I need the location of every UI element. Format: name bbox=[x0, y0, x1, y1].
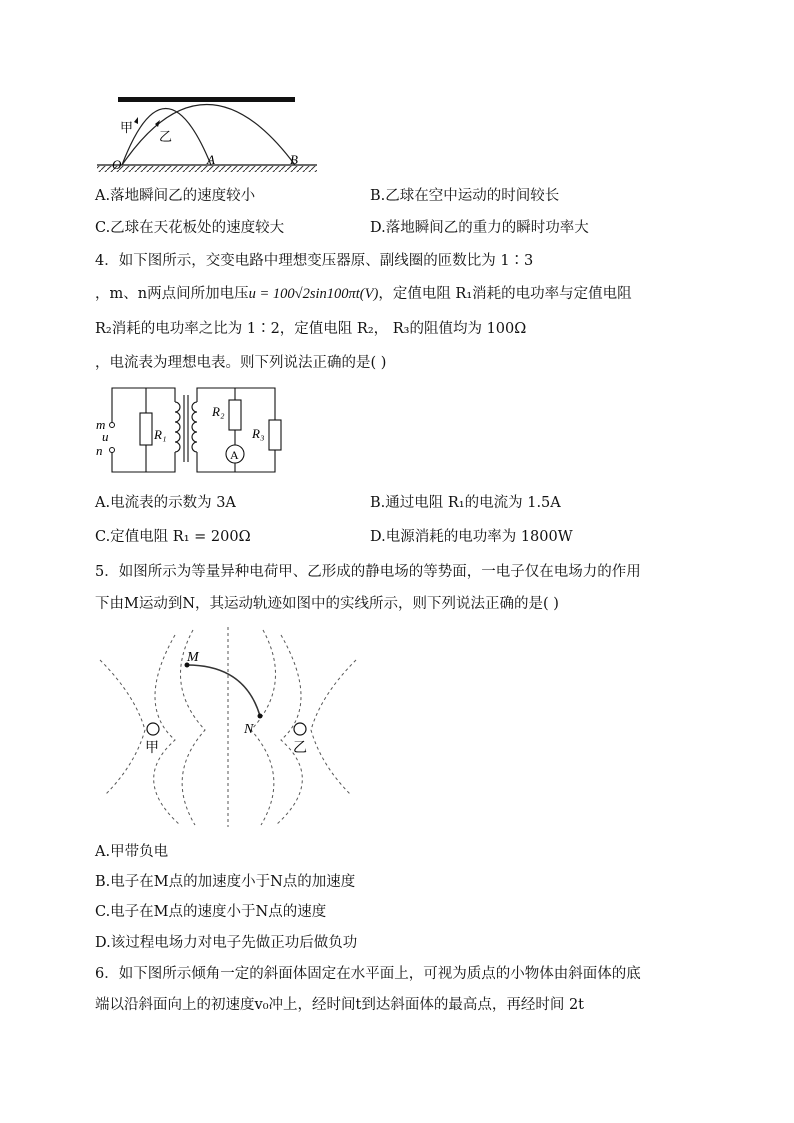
secondary-wire-top bbox=[197, 388, 275, 420]
q3-option-d: D.落地瞬间乙的重力的瞬时功率大 bbox=[370, 220, 589, 236]
charge-jia bbox=[147, 723, 159, 735]
q5-option-d: D.该过程电场力对电子先做正功后做负功 bbox=[95, 935, 358, 951]
terminal-n bbox=[110, 448, 115, 453]
q4-line-2a: ，m、n两点间所加电压 bbox=[95, 286, 249, 302]
label-jia-charge: 甲 bbox=[145, 741, 159, 756]
label-yi-charge: 乙 bbox=[293, 741, 307, 756]
primary-wire-bottom bbox=[112, 450, 175, 472]
q4-line-1: 4．如下图所示，交变电路中理想变压器原、副线圈的匝数比为 1∶3 bbox=[95, 253, 534, 269]
q5-line-1: 5．如图所示为等量异种电荷甲、乙形成的静电场的等势面，一电子仅在电场力的作用 bbox=[95, 564, 641, 580]
label-r3: R₃ bbox=[252, 426, 265, 441]
terminal-m bbox=[110, 423, 115, 428]
equipotential-right-3 bbox=[311, 660, 356, 795]
q4-line-2b: ，定值电阻 R₁消耗的电功率与定值电阻 bbox=[378, 286, 632, 302]
q5-option-a: A.甲带负电 bbox=[95, 844, 169, 860]
q4-voltage-formula: u = 100√2sin100πt(V) bbox=[248, 286, 379, 302]
label-yi: 乙 bbox=[159, 129, 173, 144]
q5-option-c: C.电子在M点的速度小于N点的速度 bbox=[95, 904, 327, 920]
point-n bbox=[258, 714, 263, 719]
label-u: u bbox=[102, 429, 109, 444]
q3-option-c: C.乙球在天花板处的速度较大 bbox=[95, 220, 285, 236]
resistor-r3 bbox=[269, 420, 281, 450]
label-m: m bbox=[96, 417, 106, 432]
equipotential-right-2 bbox=[251, 630, 276, 825]
q6-line-2: 端以沿斜面向上的初速度v₀冲上，经时间t到达斜面体的最高点，再经时间 2t bbox=[95, 997, 584, 1013]
label-M: M bbox=[187, 650, 199, 665]
label-n: n bbox=[96, 443, 103, 458]
q3-option-a: A.落地瞬间乙的速度较小 bbox=[95, 188, 256, 204]
label-r2: R₂ bbox=[212, 404, 225, 419]
transformer-circuit-figure bbox=[90, 380, 300, 480]
q6-line-1: 6．如下图所示倾角一定的斜面体固定在水平面上，可视为质点的小物体由斜面体的底 bbox=[95, 966, 641, 982]
electron-trajectory bbox=[187, 665, 260, 716]
primary-wire-top bbox=[112, 388, 175, 425]
q4-line-2 bbox=[95, 284, 632, 304]
q5-option-b: B.电子在M点的加速度小于N点的加速度 bbox=[95, 874, 356, 890]
equipotential-figure bbox=[95, 625, 365, 830]
q5-line-2: 下由M运动到N，其运动轨迹如图中的实线所示，则下列说法正确的是( ) bbox=[95, 596, 559, 612]
q4-option-c: C.定值电阻 R₁ = 200Ω bbox=[95, 529, 251, 545]
q4-option-d: D.电源消耗的电功率为 1800W bbox=[370, 529, 573, 545]
arrow-jia-icon bbox=[134, 117, 138, 124]
q4-line-4: ，电流表为理想电表。则下列说法正确的是( ) bbox=[95, 355, 387, 371]
q4-line-3: R₂消耗的电功率之比为 1∶2，定值电阻 R₂， R₃的阻值均为 100Ω bbox=[95, 321, 527, 337]
label-B: B bbox=[290, 152, 298, 167]
label-r1: R₁ bbox=[154, 427, 167, 442]
label-N: N bbox=[244, 722, 254, 737]
q4-option-b: B.通过电阻 R₁的电流为 1.5A bbox=[370, 495, 561, 511]
primary-coil bbox=[175, 402, 180, 452]
projectile-figure bbox=[95, 92, 325, 174]
resistor-r2 bbox=[229, 400, 241, 430]
secondary-coil bbox=[192, 402, 197, 452]
label-O: O bbox=[112, 157, 122, 172]
q4-option-a: A.电流表的示数为 3A bbox=[95, 495, 236, 511]
ceiling bbox=[118, 97, 295, 102]
q3-option-b: B.乙球在空中运动的时间较长 bbox=[370, 188, 560, 204]
label-jia: 甲 bbox=[120, 120, 134, 135]
resistor-r1 bbox=[140, 413, 152, 445]
charge-yi bbox=[294, 723, 306, 735]
label-ammeter: A bbox=[230, 448, 239, 462]
label-A: A bbox=[207, 152, 215, 167]
equipotential-left-3 bbox=[100, 660, 145, 795]
